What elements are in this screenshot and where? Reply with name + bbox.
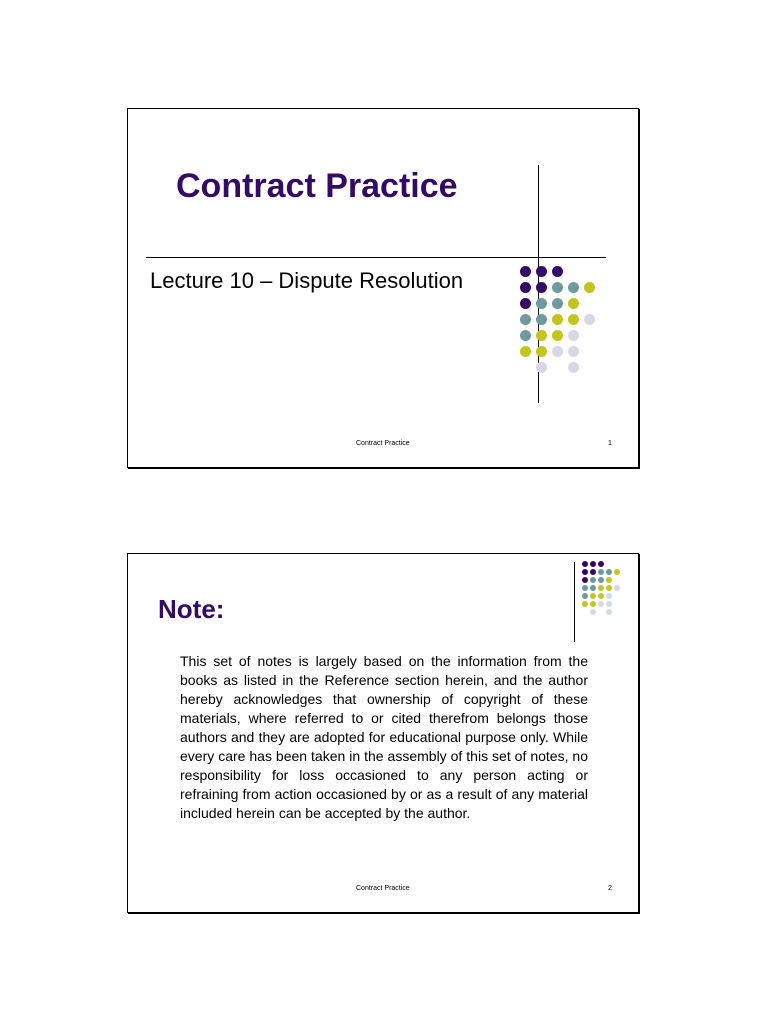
dot bbox=[552, 298, 563, 309]
dot bbox=[606, 585, 612, 591]
dot bbox=[568, 330, 579, 341]
dot bbox=[536, 346, 547, 357]
dot bbox=[606, 609, 612, 615]
dot bbox=[606, 593, 612, 599]
horizontal-rule bbox=[146, 257, 606, 258]
dot bbox=[582, 585, 588, 591]
dot bbox=[598, 577, 604, 583]
dot bbox=[552, 346, 563, 357]
dot bbox=[598, 601, 604, 607]
note-body: This set of notes is largely based on the information from the books as listed in the Reference section herein, and the author hereby acknowledges that ownership of copyright of these materials, where referred to or cited therefrom belongs those authors and they are adopted for educational purpose only. While every care has been taken in the assembly of this set of notes, no responsibility for loss occasioned to any person acting or refraining from action occasioned by or as a result of any material included herein can be accepted by the author. bbox=[180, 653, 588, 821]
dot bbox=[520, 282, 531, 293]
dot bbox=[520, 266, 531, 277]
dot bbox=[582, 569, 588, 575]
slide-subtitle: Lecture 10 – Dispute Resolution bbox=[150, 268, 464, 293]
dot bbox=[614, 569, 620, 575]
dot bbox=[598, 585, 604, 591]
dot bbox=[520, 330, 531, 341]
dot bbox=[606, 569, 612, 575]
dot bbox=[590, 585, 596, 591]
dot bbox=[582, 577, 588, 583]
page-number: 2 bbox=[608, 885, 612, 892]
slide-2 bbox=[127, 553, 639, 913]
dot bbox=[568, 362, 579, 373]
dot bbox=[536, 298, 547, 309]
dot bbox=[614, 585, 620, 591]
dot bbox=[552, 330, 563, 341]
dot bbox=[598, 593, 604, 599]
dot bbox=[582, 601, 588, 607]
dot bbox=[536, 362, 547, 373]
dot bbox=[552, 314, 563, 325]
dot bbox=[568, 298, 579, 309]
dot bbox=[536, 330, 547, 341]
page-number: 1 bbox=[608, 440, 612, 447]
dot bbox=[582, 561, 588, 567]
dot bbox=[590, 569, 596, 575]
slide-footer: Contract Practice bbox=[356, 885, 410, 892]
dot bbox=[568, 346, 579, 357]
dot bbox=[552, 282, 563, 293]
dot bbox=[590, 577, 596, 583]
dot bbox=[520, 314, 531, 325]
dot bbox=[590, 593, 596, 599]
dot bbox=[568, 282, 579, 293]
dot bbox=[520, 298, 531, 309]
dot bbox=[590, 601, 596, 607]
vertical-rule bbox=[574, 562, 575, 642]
dot bbox=[536, 282, 547, 293]
note-title: Note: bbox=[158, 594, 225, 624]
dot bbox=[584, 314, 595, 325]
dot bbox=[590, 561, 596, 567]
dot bbox=[584, 282, 595, 293]
dot bbox=[606, 601, 612, 607]
dot bbox=[536, 266, 547, 277]
dot bbox=[568, 314, 579, 325]
dot bbox=[598, 569, 604, 575]
dot bbox=[536, 314, 547, 325]
slide-1 bbox=[127, 108, 639, 468]
dot bbox=[520, 346, 531, 357]
dot bbox=[598, 561, 604, 567]
dot bbox=[552, 266, 563, 277]
dot bbox=[590, 609, 596, 615]
dot bbox=[582, 593, 588, 599]
slide-footer: Contract Practice bbox=[356, 440, 410, 447]
slide-title: Contract Practice bbox=[176, 167, 458, 205]
dot bbox=[606, 577, 612, 583]
